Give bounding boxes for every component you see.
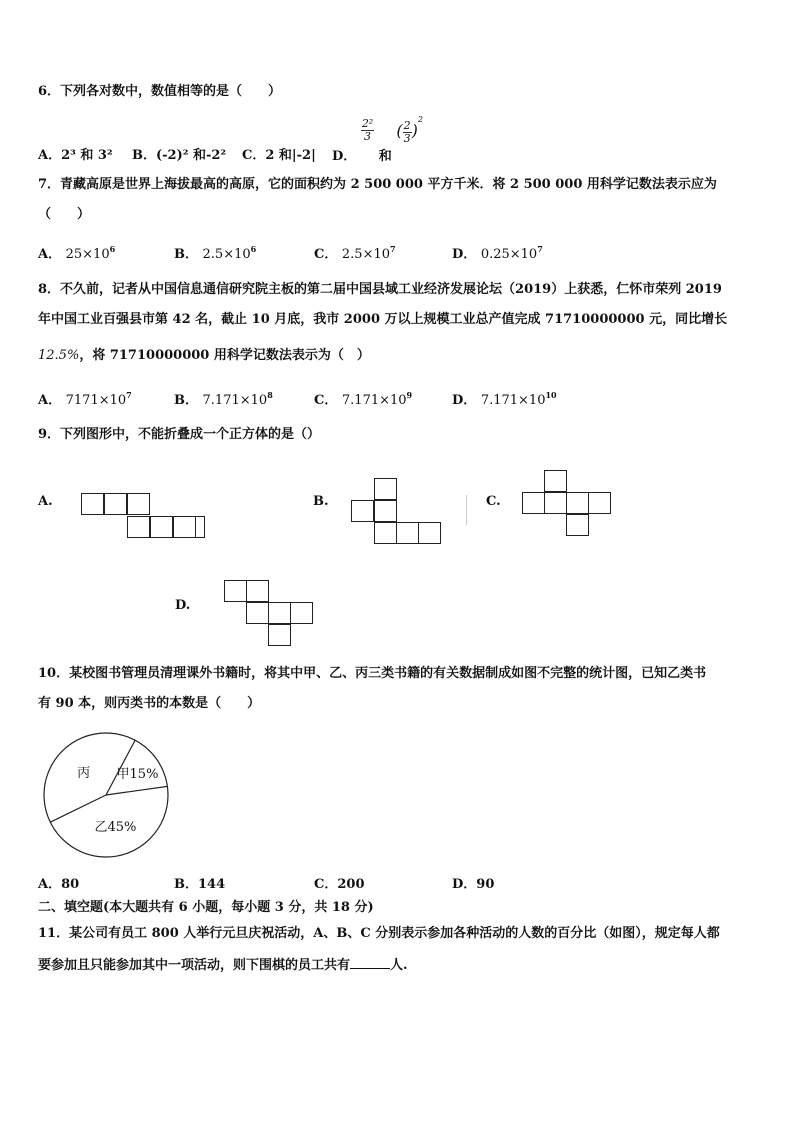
q11-line1: 11．某公司有员工 800 人举行元旦庆祝活动，A、B、C 分别表示参加各种活动的人数的百分比（如图），规定每人都 bbox=[38, 926, 720, 941]
pie-slice-label: 甲15% bbox=[116, 766, 159, 782]
q8-option-c: C． $7.171\times 10^9$ bbox=[314, 390, 413, 408]
q9-label-c: C. bbox=[486, 494, 501, 509]
q7-paren: （ ） bbox=[38, 207, 91, 222]
q6-d-fraction-num: 2² bbox=[361, 117, 374, 130]
q7-option-b: B． $2.5\times 10^6$ bbox=[174, 244, 257, 262]
q9-label-d: D. bbox=[175, 598, 191, 613]
q6-stem: 6．下列各对数中，数值相等的是（ ） bbox=[38, 84, 282, 99]
q7-stem: 7．青藏高原是世界上海拔最高的高原，它的面积约为 2 500 000 平方千米．将 2 500 000 用科学记数法表示应为 bbox=[38, 177, 717, 192]
q10-option-c: C．200 bbox=[314, 877, 365, 892]
q9-stem: 9．下列图形中，不能折叠成一个正方体的是（） bbox=[38, 427, 321, 442]
q6-d-fraction-den: 3 bbox=[364, 130, 372, 143]
q11-answer-blank bbox=[350, 956, 390, 969]
q10-option-a: A．80 bbox=[38, 877, 80, 892]
q8-option-a: A． $7171\times 10^7$ bbox=[38, 390, 132, 408]
q8-line1: 8．不久前，记者从中国信息通信研究院主板的第二届中国县域工业经济发展论坛（2019）上获悉，仁怀市荣列 2019 bbox=[38, 282, 722, 297]
q6-d-paren-fraction: ( $\frac{2}{3}$ )$^2$ bbox=[396, 115, 423, 145]
q8-line2: 年中国工业百强县市第 42 名，截止 10 月底，我市 2000 万以上规模工业总产值完成 71710000000 元，同比增长 bbox=[38, 312, 728, 327]
q9-label-a: A. bbox=[38, 494, 53, 509]
section2-heading: 二、填空题(本大题共有 6 小题，每小题 3 分，共 18 分) bbox=[38, 900, 374, 915]
scan-divider bbox=[466, 495, 467, 525]
q7-option-d: D． $0.25\times 10^7$ bbox=[452, 244, 543, 262]
q6-option-d bbox=[332, 115, 423, 164]
q8-option-d: D． $7.171\times 10^{10}$ bbox=[452, 390, 557, 408]
q8-line3 bbox=[38, 346, 758, 366]
q6-d-paren-exp: 2 bbox=[417, 115, 423, 124]
q6-d-fraction bbox=[361, 118, 374, 143]
q6-d-paren-num: 2 bbox=[403, 119, 411, 132]
q11-line2-text: 要参加且只能参加其中一项活动，则下围棋的员工共有 bbox=[38, 958, 351, 973]
q10-line1: 10．某校图书管理员清理课外书籍时，将其中甲、乙、丙三类书籍的有关数据制成如图不完整的统计图，已知乙类书 bbox=[38, 666, 707, 681]
q11-line2 bbox=[38, 956, 758, 976]
q8-percent: 12.5% bbox=[38, 348, 80, 363]
q8-line3-rest: ，将 71710000000 用科学记数法表示为（ ） bbox=[79, 348, 370, 363]
q9-label-b: B. bbox=[313, 494, 329, 509]
q8-option-b: B． $7.171\times 10^8$ bbox=[174, 390, 273, 408]
q6-option-d-label: D． bbox=[332, 149, 357, 164]
q7-option-a: A． $25\times 10^6$ bbox=[38, 244, 116, 262]
pie-chart bbox=[30, 728, 180, 863]
q6-option-c: C．2 和|-2| bbox=[242, 148, 316, 163]
q10-option-b: B．144 bbox=[174, 877, 226, 892]
q6-option-a: A．2³ 和 3² bbox=[38, 148, 113, 163]
q11-line2-end: 人. bbox=[390, 958, 408, 973]
q6-option-b: B．(-2)² 和-2² bbox=[132, 148, 227, 163]
q6-d-paren-den: 3 bbox=[403, 132, 411, 145]
q6-d-and: 和 bbox=[378, 149, 392, 164]
pie-slice-label: 乙45% bbox=[94, 819, 137, 835]
q10-line2: 有 90 本，则丙类书的本数是（ ） bbox=[38, 696, 261, 711]
q7-option-c: C． $2.5\times 10^7$ bbox=[314, 244, 396, 262]
q10-option-d: D．90 bbox=[452, 877, 495, 892]
pie-slice-label: 丙 bbox=[77, 765, 91, 781]
